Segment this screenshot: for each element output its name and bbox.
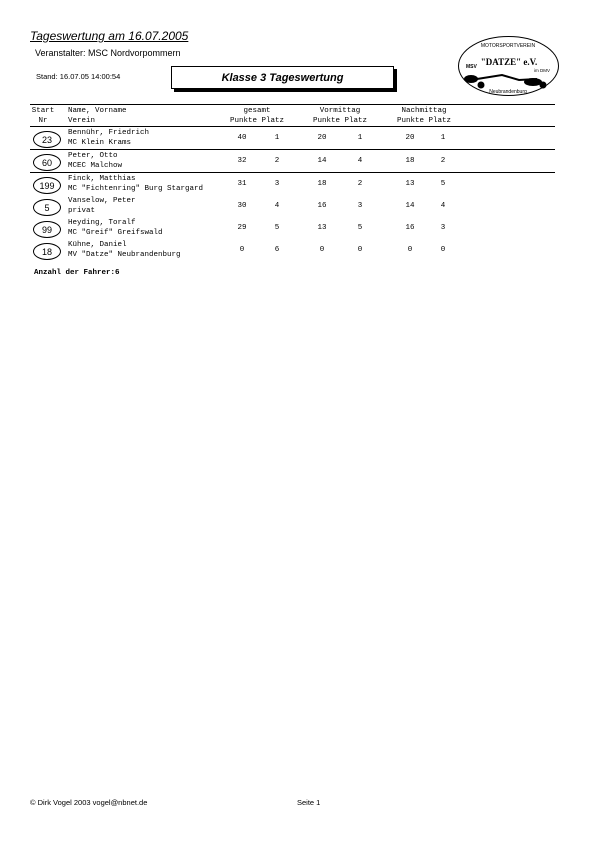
class-title-box: Klasse 3 Tageswertung <box>171 66 394 89</box>
header-top-rule <box>30 104 555 105</box>
rider-club: MCEC Malchow <box>68 162 123 170</box>
col-vormittag-header: Vormittag Punkte Platz <box>312 107 367 125</box>
logo-left-text: MSV <box>466 64 477 70</box>
gesamt-punkte: 32 <box>237 157 247 165</box>
row-separator <box>30 149 555 150</box>
rider-name: Finck, Matthias <box>68 175 136 183</box>
gesamt-punkte: 29 <box>237 224 247 232</box>
gesamt-platz: 1 <box>274 134 280 142</box>
nachmittag-platz: 2 <box>440 157 446 165</box>
vormittag-punkte: 14 <box>317 157 327 165</box>
gesamt-platz: 2 <box>274 157 280 165</box>
col-nachmittag-header: Nachmittag Punkte Platz <box>396 107 451 125</box>
rider-count: Anzahl der Fahrer:6 <box>34 269 120 277</box>
table-row <box>30 151 555 173</box>
page-title: Tageswertung am 16.07.2005 <box>30 29 189 43</box>
gesamt-punkte: 31 <box>237 180 247 188</box>
start-number-badge: 99 <box>33 221 61 238</box>
vormittag-punkte: 18 <box>317 180 327 188</box>
organizer-label: Veranstalter: MSC Nordvorpommern <box>35 48 181 58</box>
nachmittag-punkte: 13 <box>405 180 415 188</box>
start-number-badge: 18 <box>33 243 61 260</box>
nachmittag-platz: 4 <box>440 202 446 210</box>
logo-name-text: "DATZE" e.V. <box>480 57 538 67</box>
start-number-badge: 60 <box>33 154 61 171</box>
nachmittag-punkte: 16 <box>405 224 415 232</box>
nachmittag-platz: 1 <box>440 134 446 142</box>
rider-name: Peter, Otto <box>68 152 118 160</box>
gesamt-punkte: 30 <box>237 202 247 210</box>
vormittag-punkte: 20 <box>317 134 327 142</box>
col-start-header: Start Nr <box>31 107 55 125</box>
table-row <box>30 196 555 218</box>
table-row <box>30 218 555 240</box>
vormittag-punkte: 16 <box>317 202 327 210</box>
rider-club: MV "Datze" Neubrandenburg <box>68 251 181 259</box>
rider-name: Heyding, Toralf <box>68 219 136 227</box>
gesamt-punkte: 0 <box>239 246 245 254</box>
footer-copyright: © Dirk Vogel 2003 vogel@nbnet.de <box>30 798 148 807</box>
rider-name: Bennühr, Friedrich <box>68 129 150 137</box>
header-bottom-rule <box>30 126 555 127</box>
nachmittag-platz: 3 <box>440 224 446 232</box>
rider-club: MC "Fichtenring" Burg Stargard <box>68 185 204 193</box>
rider-club: privat <box>68 207 96 215</box>
gesamt-platz: 3 <box>274 180 280 188</box>
vormittag-platz: 3 <box>357 202 363 210</box>
nachmittag-platz: 5 <box>440 180 446 188</box>
club-logo <box>457 35 560 97</box>
start-number-badge: 199 <box>33 177 61 194</box>
footer-page-number: Seite 1 <box>297 798 321 807</box>
table-row <box>30 174 555 196</box>
nachmittag-punkte: 18 <box>405 157 415 165</box>
rider-club: MC Klein Krams <box>68 139 132 147</box>
gesamt-platz: 4 <box>274 202 280 210</box>
vormittag-platz: 1 <box>357 134 363 142</box>
table-row <box>30 128 555 150</box>
rider-club: MC "Greif" Greifswald <box>68 229 163 237</box>
vormittag-platz: 2 <box>357 180 363 188</box>
nachmittag-punkte: 14 <box>405 202 415 210</box>
table-row <box>30 240 555 262</box>
col-gesamt-header: gesamt Punkte Platz <box>229 107 284 125</box>
logo-top-text: MOTORSPORTVEREIN <box>480 43 536 49</box>
vormittag-platz: 0 <box>357 246 363 254</box>
rider-name: Kühne, Daniel <box>68 241 127 249</box>
gesamt-platz: 6 <box>274 246 280 254</box>
rider-name: Vanselow, Peter <box>68 197 136 205</box>
vormittag-punkte: 0 <box>319 246 325 254</box>
nachmittag-punkte: 20 <box>405 134 415 142</box>
vormittag-platz: 5 <box>357 224 363 232</box>
start-number-badge: 23 <box>33 131 61 148</box>
vormittag-punkte: 13 <box>317 224 327 232</box>
nachmittag-platz: 0 <box>440 246 446 254</box>
gesamt-platz: 5 <box>274 224 280 232</box>
start-number-badge: 5 <box>33 199 61 216</box>
stand-timestamp: Stand: 16.07.05 14:00:54 <box>36 72 121 81</box>
logo-bottom-text: Neubrandenburg <box>489 89 527 95</box>
col-name-header: Name, Vorname Verein <box>68 107 127 125</box>
vormittag-platz: 4 <box>357 157 363 165</box>
row-separator <box>30 172 555 173</box>
logo-right-text: im DMV <box>534 68 550 73</box>
nachmittag-punkte: 0 <box>407 246 413 254</box>
gesamt-punkte: 40 <box>237 134 247 142</box>
